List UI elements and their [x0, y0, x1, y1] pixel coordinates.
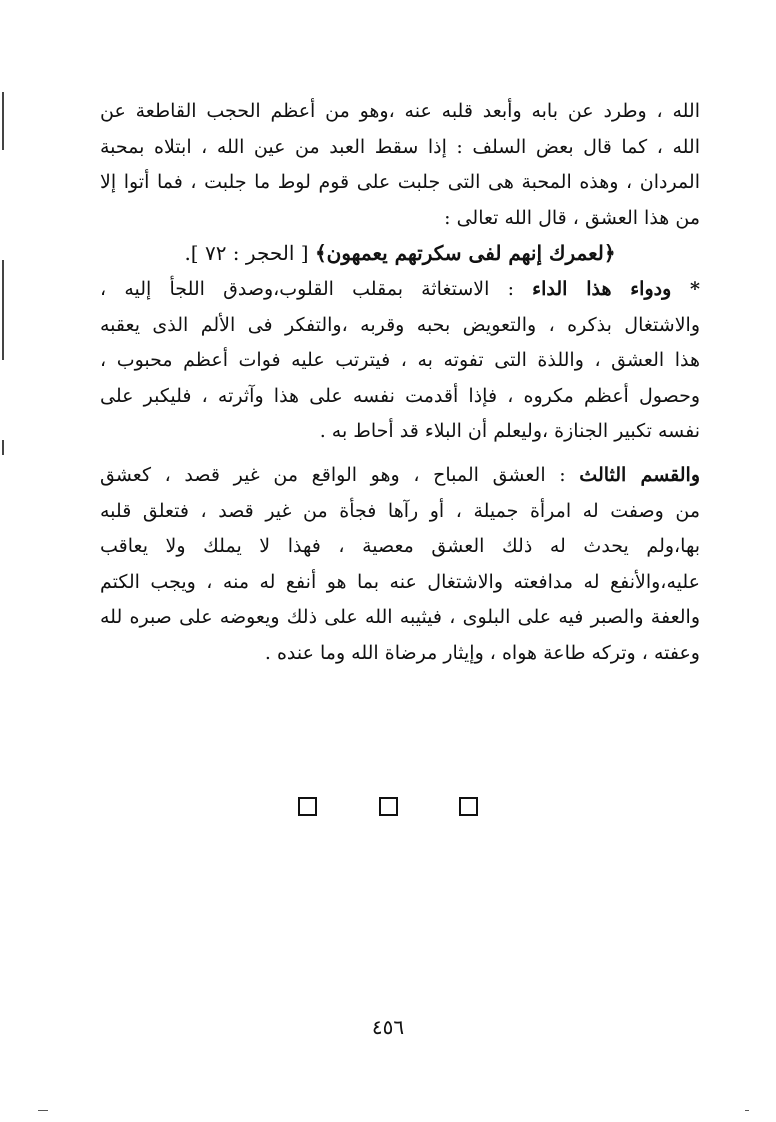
text-line: الله ، كما قال بعض السلف : إذا سقط العبد من عين الله ، ابتلاه بمحبة: [100, 135, 700, 158]
scan-edge-mark-bottom-right: [745, 1110, 749, 1111]
text-line: عليه،والأنفع له مدافعته والاشتغال عنه بما هو أنفع له منه ، ويجب الكتم: [100, 570, 700, 593]
section-heading-remedy: * ودواء هذا الداء: [532, 277, 700, 300]
section-heading-third-category: والقسم الثالث: [579, 463, 700, 486]
square-icon: [459, 797, 478, 816]
quran-verse: ﴿لعمرك إنهم لفى سكرتهم يعمهون﴾: [314, 241, 616, 266]
scan-edge-mark-bottom-left: [38, 1110, 48, 1111]
text-line: بها،ولم يحدث له ذلك العشق معصية ، فهذا لا يملك ولا يعاقب: [100, 535, 700, 558]
verse-reference: [ الحجر : ٧٢ ].: [184, 241, 315, 266]
text-line: من هذا العشق ، قال الله تعالى :: [444, 206, 700, 229]
quran-verse-line: [100, 236, 700, 272]
text-line-rest: : الاستغاثة بمقلب القلوب،وصدق اللجأ إليه ،: [100, 277, 533, 300]
text-line: [100, 272, 700, 308]
text-line: وعفته ، وتركه طاعة هواه ، وإيثار مرضاة الله وما عنده .: [264, 641, 700, 664]
text-line: من وصفت له امرأة جميلة ، أو رآها فجأة من غير قصد ، فتعلق قلبه: [100, 499, 700, 522]
text-line: والاشتغال بذكره ، والتعويض بحبه وقربه ،والتفكر فى الألم الذى يعقبه: [100, 313, 700, 336]
page-body: [100, 94, 700, 672]
scan-edge-mark-middle: [2, 260, 4, 360]
square-icon: [298, 797, 317, 816]
section-separator: [0, 797, 776, 820]
text-line: والعفة والصبر فيه على البلوى ، فيثيبه الله على ذلك ويعوضه على صبره لله: [100, 606, 700, 629]
scan-edge-mark-bottom: [2, 440, 4, 455]
page-number: ٤٥٦: [371, 1015, 405, 1039]
text-line: وحصول أعظم مكروه ، فإذا أقدمت نفسه على هذا وآثرته ، فليكبر على: [100, 384, 700, 407]
scan-edge-mark-top: [2, 92, 4, 150]
text-line: الله ، وطرد عن بابه وأبعد قلبه عنه ،وهو من أعظم الحجب القاطعة عن: [100, 100, 700, 122]
text-line-rest: : العشق المباح ، وهو الواقع من غير قصد ، كعشق: [100, 463, 580, 486]
text-line: نفسه تكبير الجنازة ،وليعلم أن البلاء قد أحاط به .: [319, 420, 700, 443]
text-line: هذا العشق ، واللذة التى تفوته به ، فيترتب عليه فوات أعظم محبوب ،: [100, 349, 700, 372]
text-line: [100, 458, 700, 494]
square-icon: [379, 797, 398, 816]
text-line: المردان ، وهذه المحبة هى التى جلبت على قوم لوط ما جلبت ، فما أتوا إلا: [100, 171, 700, 194]
